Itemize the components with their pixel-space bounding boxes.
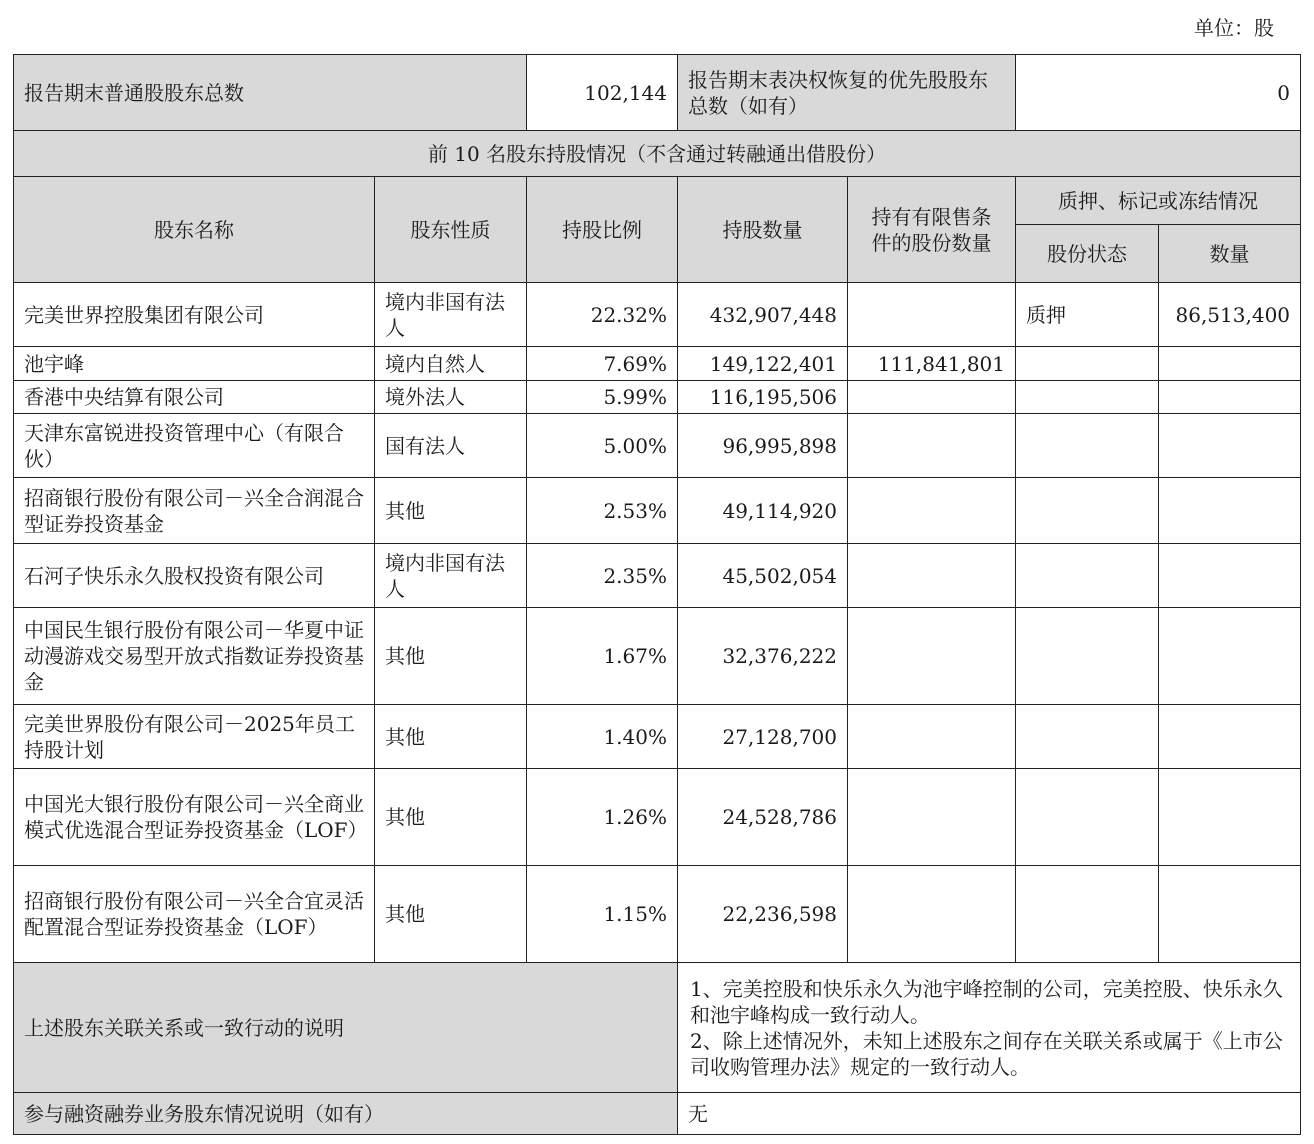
- pref-holders-label: 报告期末表决权恢复的优先股股东总数（如有）: [678, 55, 1016, 131]
- holder-shares: 22,236,598: [678, 866, 848, 963]
- relation-text: [678, 963, 1301, 1093]
- header-restricted: 持有有限售条件的股份数量: [848, 177, 1016, 283]
- holder-restricted: [848, 414, 1016, 478]
- table-row: [14, 608, 1301, 705]
- relation-text-1: 1、完美控股和快乐永久为池宇峰控制的公司，完美控股、快乐永久和池宇峰构成一致行动人。: [690, 976, 1283, 1027]
- header-shares: 持股数量: [678, 177, 848, 283]
- holder-pledge-qty: [1159, 866, 1301, 963]
- holder-name: 天津东富锐进投资管理中心（有限合伙）: [14, 414, 375, 478]
- holder-shares: 432,907,448: [678, 283, 848, 347]
- holder-pledge-qty: [1159, 347, 1301, 381]
- header-pledge-status: 股份状态: [1016, 225, 1159, 283]
- table-row: [14, 544, 1301, 608]
- holder-pledge-qty: [1159, 544, 1301, 608]
- holder-nature: 其他: [375, 705, 527, 769]
- relation-text-2: 2、除上述情况外，未知上述股东之间存在关联关系或属于《上市公司收购管理办法》规定的一致行动人。: [690, 1028, 1283, 1079]
- holder-nature: 境内自然人: [375, 347, 527, 381]
- holder-restricted: [848, 381, 1016, 414]
- header-ratio: 持股比例: [527, 177, 678, 283]
- margin-label: 参与融资融券业务股东情况说明（如有）: [14, 1093, 678, 1135]
- holder-nature: 境外法人: [375, 381, 527, 414]
- holder-nature: 国有法人: [375, 414, 527, 478]
- holder-pledge-status: [1016, 608, 1159, 705]
- header-name: 股东名称: [14, 177, 375, 283]
- holder-pledge-status: [1016, 866, 1159, 963]
- holder-ratio: 2.53%: [527, 478, 678, 544]
- holder-ratio: 1.15%: [527, 866, 678, 963]
- holder-restricted: [848, 705, 1016, 769]
- holder-name: 招商银行股份有限公司－兴全合润混合型证券投资基金: [14, 478, 375, 544]
- holder-pledge-qty: [1159, 414, 1301, 478]
- holder-nature: 其他: [375, 478, 527, 544]
- header-nature: 股东性质: [375, 177, 527, 283]
- holder-ratio: 1.26%: [527, 769, 678, 866]
- table-row: [14, 705, 1301, 769]
- holder-shares: 96,995,898: [678, 414, 848, 478]
- margin-row: [14, 1093, 1301, 1135]
- holder-restricted: [848, 769, 1016, 866]
- holder-ratio: 7.69%: [527, 347, 678, 381]
- holder-name: 中国光大银行股份有限公司－兴全商业模式优选混合型证券投资基金（LOF）: [14, 769, 375, 866]
- holder-restricted: 111,841,801: [848, 347, 1016, 381]
- holder-shares: 27,128,700: [678, 705, 848, 769]
- section-title: 前 10 名股东持股情况（不含通过转融通出借股份）: [14, 131, 1301, 177]
- holder-pledge-status: [1016, 347, 1159, 381]
- holder-name: 池宇峰: [14, 347, 375, 381]
- holder-ratio: 22.32%: [527, 283, 678, 347]
- holder-pledge-qty: [1159, 769, 1301, 866]
- holder-restricted: [848, 283, 1016, 347]
- section-title-row: [14, 131, 1301, 177]
- total-holders-label: 报告期末普通股股东总数: [14, 55, 527, 131]
- holder-shares: 116,195,506: [678, 381, 848, 414]
- holder-name: 中国民生银行股份有限公司－华夏中证动漫游戏交易型开放式指数证券投资基金: [14, 608, 375, 705]
- holder-name: 香港中央结算有限公司: [14, 381, 375, 414]
- margin-value: 无: [678, 1093, 1301, 1135]
- holder-shares: 24,528,786: [678, 769, 848, 866]
- shareholder-table: [13, 54, 1301, 1135]
- holder-pledge-status: [1016, 381, 1159, 414]
- holder-ratio: 1.67%: [527, 608, 678, 705]
- holder-restricted: [848, 866, 1016, 963]
- holder-pledge-status: [1016, 478, 1159, 544]
- holder-name: 石河子快乐永久股权投资有限公司: [14, 544, 375, 608]
- holder-pledge-qty: 86,513,400: [1159, 283, 1301, 347]
- header-pledge-qty: 数量: [1159, 225, 1301, 283]
- holder-name: 招商银行股份有限公司－兴全合宜灵活配置混合型证券投资基金（LOF）: [14, 866, 375, 963]
- header-row-1: [14, 177, 1301, 225]
- holder-pledge-status: [1016, 544, 1159, 608]
- summary-row: [14, 55, 1301, 131]
- holder-nature: 其他: [375, 608, 527, 705]
- holder-nature: 境内非国有法人: [375, 283, 527, 347]
- holder-nature: 境内非国有法人: [375, 544, 527, 608]
- holder-restricted: [848, 608, 1016, 705]
- holder-pledge-qty: [1159, 381, 1301, 414]
- table-row: [14, 381, 1301, 414]
- holder-pledge-status: [1016, 769, 1159, 866]
- table-row: [14, 347, 1301, 381]
- holder-pledge-qty: [1159, 478, 1301, 544]
- holder-restricted: [848, 478, 1016, 544]
- holder-shares: 49,114,920: [678, 478, 848, 544]
- pref-holders-value: 0: [1016, 55, 1301, 131]
- holder-shares: 32,376,222: [678, 608, 848, 705]
- table-row: [14, 478, 1301, 544]
- table-row: [14, 866, 1301, 963]
- holder-shares: 45,502,054: [678, 544, 848, 608]
- table-row: [14, 283, 1301, 347]
- holder-restricted: [848, 544, 1016, 608]
- relation-label: 上述股东关联关系或一致行动的说明: [14, 963, 678, 1093]
- table-row: [14, 414, 1301, 478]
- holder-pledge-qty: [1159, 608, 1301, 705]
- holder-nature: 其他: [375, 866, 527, 963]
- holder-shares: 149,122,401: [678, 347, 848, 381]
- holder-name: 完美世界股份有限公司－2025年员工持股计划: [14, 705, 375, 769]
- holder-pledge-status: [1016, 705, 1159, 769]
- holder-pledge-status: [1016, 414, 1159, 478]
- holder-pledge-status: 质押: [1016, 283, 1159, 347]
- relation-row: [14, 963, 1301, 1093]
- holder-name: 完美世界控股集团有限公司: [14, 283, 375, 347]
- holder-ratio: 2.35%: [527, 544, 678, 608]
- holder-ratio: 1.40%: [527, 705, 678, 769]
- total-holders-value: 102,144: [527, 55, 678, 131]
- table-row: [14, 769, 1301, 866]
- holder-ratio: 5.00%: [527, 414, 678, 478]
- holder-pledge-qty: [1159, 705, 1301, 769]
- holder-ratio: 5.99%: [527, 381, 678, 414]
- header-pledge-group: 质押、标记或冻结情况: [1016, 177, 1301, 225]
- holder-nature: 其他: [375, 769, 527, 866]
- unit-label: 单位：股: [1194, 16, 1274, 40]
